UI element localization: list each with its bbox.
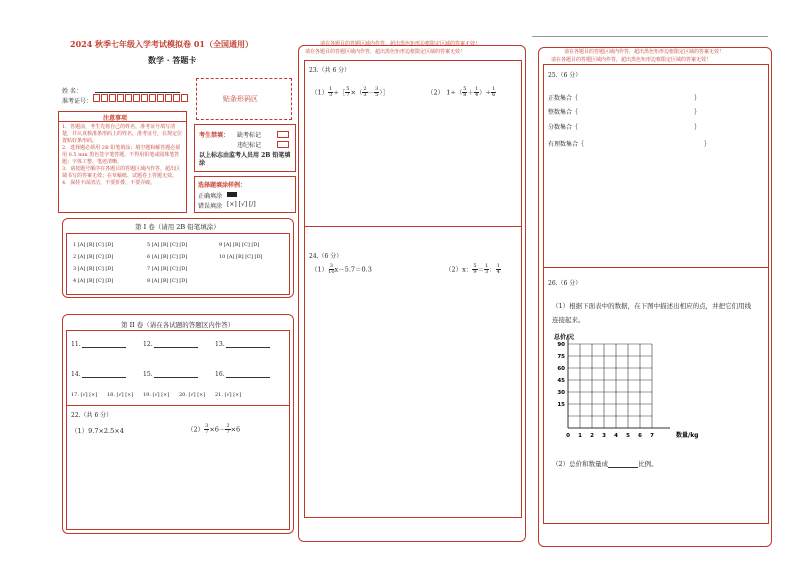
q13-answer[interactable] [226,341,270,348]
notice-items [62,124,184,187]
q25-row: 整数集合｛ [548,109,579,116]
q25-row-close: ｝ [694,109,701,116]
q15-label: 15. [143,371,198,378]
x-ticks [566,433,654,439]
q25-row-close: ｝ [704,141,711,148]
y-tick-label: 15 [557,402,565,408]
right-inner [543,64,769,524]
x-tick-label: 2 [590,433,594,439]
warning-text: 请在各题目的答题区域内作答，超出黑色矩形边框限定区域的答案无效！ [320,41,481,47]
q25-row: 正数集合｛ [548,95,579,102]
q25-row: 分数集合｛ [548,124,579,131]
q26-text1: （1）根据下面表中的数据，在下图中描述出相应的点，并把它们用线 [552,302,752,310]
q23-part2: （2） 1÷（ $\frac{5}{8}$ ＋ $\frac{1}{4}$ ）÷ $\frac{1}{6}$ [427,86,496,98]
x-tick-label: 5 [626,433,630,439]
x-axis-label: 数量/kg [676,432,699,439]
choice-row[interactable]: 9 [A] [B] [C] [D] [219,242,260,248]
choice-grid [66,233,290,295]
tf-19[interactable]: 19. [√] [×] [143,392,170,398]
x-tick-label: 7 [650,433,654,439]
section1-title: 第 I 卷（请用 2B 铅笔填涂） [135,223,220,231]
q14-label: 14. [71,371,126,378]
id-label: 准考证号： [62,98,93,105]
fill-sample-box [194,176,296,213]
q13-label: 13. [215,341,270,348]
violation-label: 违纪标记 [237,142,262,149]
q22-part1: （1）9.7×2.5×4 [71,427,124,435]
q25-row: 有理数集合｛ [548,141,585,148]
absent-label: 缺考标记 [237,132,262,139]
q16-label: 16. [215,371,270,378]
y-tick-label: 75 [557,354,565,360]
exam-status-note: 以上标志由监考人员用 2B 铅笔填涂 [199,152,291,167]
q24-title: 24.（6 分） [309,253,343,260]
grid-lines [568,334,670,428]
q23-title: 23.（共 6 分） [309,67,351,74]
q26-text3: （2）总价和数量成 比例。 [552,460,658,468]
q11-label: 11. [71,341,126,348]
x-tick-label: 1 [578,433,582,439]
name-field[interactable] [95,92,180,93]
warning-text: 请在各题目的答题区域内作答，超出黑色矩形边框限定区域的答案无效！ [305,49,466,55]
x-tick-label: 6 [638,433,642,439]
notice-item: 3．请按题号顺序在各题目的答题区域内作答，超出区域书写的答案无效；在草稿纸、试题卷上答题无效。 [62,166,181,179]
price-grid[interactable] [554,333,724,443]
q22-title: 22.（共 6 分） [71,412,113,419]
notice-item: 4．保持卡面清洁，不要折叠、不要弄破。 [62,180,156,186]
tf-20[interactable]: 20. [√] [×] [179,392,206,398]
tf-17[interactable]: 17. [√] [×] [71,392,98,398]
middle-panel [298,45,526,542]
section2-title: 第 II 卷（请在各试题的答题区内作答） [121,321,235,329]
page-subtitle: 数学 · 答题卡 [148,55,197,65]
q25-title: 25.（6 分） [548,72,582,79]
q12-label: 12. [143,341,198,348]
q24-part1: （1） $\frac{3}{10}$ x－5.7＝0.3 [311,263,372,275]
q15-answer[interactable] [154,371,198,378]
choice-row[interactable]: 7 [A] [B] [C] [D] [147,266,188,272]
tf-21[interactable]: 21. [√] [×] [215,392,242,398]
page-title: 2024 秋季七年级入学考试模拟卷 01（全国通用） [70,39,253,49]
warning-text: 请在各题目的答题区域内作答，超出黑色矩形边框限定区域的答案无效！ [564,49,725,55]
barcode-label: 贴条形码区 [223,95,258,103]
q11-answer[interactable] [82,341,126,348]
notice-item: 2．选择题必须用 2B 铅笔填涂；填空题和解答题必须用 0.5 mm 黑色签字笔答题，不得用铅笔或圆珠笔答题；字体工整、笔迹清晰。 [62,145,181,165]
q26-text2: 连接起来。 [552,316,585,324]
choice-row[interactable]: 8 [A] [B] [C] [D] [147,278,188,284]
q14-answer[interactable] [82,371,126,378]
x-tick-label: 0 [566,433,570,439]
x-tick-label: 3 [602,433,606,439]
y-tick-label: 90 [557,342,565,348]
y-axis-label: 总价/元 [554,334,575,341]
q16-answer[interactable] [226,371,270,378]
choice-row[interactable]: 10 [A] [B] [C] [D] [219,254,263,260]
q26-title: 26.（6 分） [548,280,582,287]
middle-inner [304,60,522,518]
right-panel [538,47,772,547]
choice-row[interactable]: 5 [A] [B] [C] [D] [147,242,188,248]
wrong-fill-marks: [×] [√] [/] [227,201,256,208]
correct-fill-label: 正确填涂 [198,193,223,200]
q23-part1: （1） $\frac{1}{3}$ ÷［ $\frac{5}{7}$ ×（ $\frac{2}{3}$ － $\frac{3}{5}$ ）］ [311,86,390,98]
correct-fill-mark [227,192,237,197]
name-label: 姓 名： [62,88,82,95]
barcode-area [196,78,292,120]
notice-item: 1．答题前，考生先将自己的姓名，准考证号填写清楚，并认真核准条形码上的姓名、准考证号，在规定位置贴好条形码。 [62,124,183,144]
divider [532,36,768,37]
y-tick-label: 30 [557,390,565,396]
y-tick-label: 45 [557,378,565,384]
q25-row-close: ｝ [694,124,701,131]
x-tick-label: 4 [614,433,618,439]
q12-answer[interactable] [154,341,198,348]
q26-answer[interactable] [608,461,638,468]
notice-box [58,111,187,213]
choice-row[interactable]: 4 [A] [B] [C] [D] [73,278,114,284]
choice-row[interactable]: 6 [A] [B] [C] [D] [147,254,188,260]
exam-status-label: 考生禁填： [199,132,230,139]
notice-title: 注意事项 [103,115,128,122]
violation-checkbox[interactable] [277,141,289,148]
tf-18[interactable]: 18. [√] [×] [107,392,134,398]
section1-box [62,218,294,298]
choice-row[interactable]: 2 [A] [B] [C] [D] [73,254,114,260]
wrong-fill-label: 错误填涂 [198,203,223,210]
fill-sample-title: 选择题填涂样例： [198,182,247,189]
warning-text: 请在各题目的答题区域内作答，超出黑色矩形边框限定区域的答案无效！ [551,57,712,63]
q24-part2: （2）x： $\frac{5}{9}$ ＝ $\frac{1}{3}$ ： $\frac{1}{4}$ [445,263,500,275]
q25-row-close: ｝ [694,95,701,102]
y-ticks [557,342,565,408]
exam-status-box [194,124,296,172]
section2-inner [66,330,290,530]
section2-box [62,314,294,534]
q22-part2: （2） $\frac{3}{7}$ ×6－ $\frac{2}{7}$ ×6 [187,423,241,435]
absent-checkbox[interactable] [277,131,289,138]
choice-row[interactable]: 3 [A] [B] [C] [D] [73,266,114,272]
id-field[interactable] [93,94,203,104]
choice-row[interactable]: 1 [A] [B] [C] [D] [73,242,114,248]
y-tick-label: 60 [557,366,565,372]
